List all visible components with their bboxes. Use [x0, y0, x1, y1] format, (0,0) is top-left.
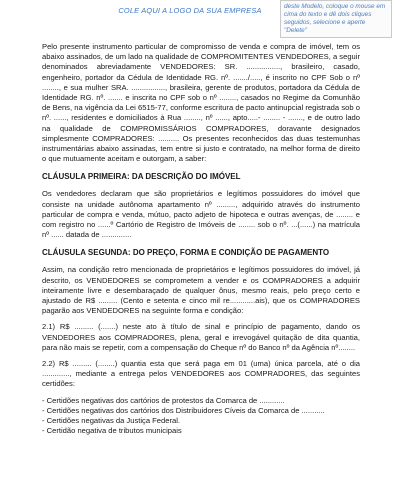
section-1-paragraph: Os vendedores declaram que são proprietários e legítimos possuidores do imóvel que consiste na unidade autônoma apartamento nº ........., adquirido através do instrumento particular de compra e venda, mútuo, pacto adjeto de hipoteca e outras avenças, de ........ e com registro no ......º Cartório de Registro de Imóveis de ........ sob o nº. ...(......) na matrícula nº ...... datada de .............. [42, 189, 360, 240]
list-item: - Certidões negativas dos cartórios de protestos da Comarca de ............ [42, 395, 285, 405]
logo-placeholder: COLE AQUI A LOGO DA SUA EMPRESA [118, 6, 262, 15]
instruction-note: deste Modelo, coloque o mouse em cima do texto e dê dois cliques seguidos, selecione e aperte "Delete" [280, 0, 392, 38]
contract-document [42, 42, 360, 437]
payment-item-2-2: 2.2) R$ ......... (........) quantia esta que será paga em 01 (uma) única parcela, até o dia ............., mediante a entrega pelos VENDEDORES aos COMPRADORES, das seguintes certidões: [42, 359, 360, 389]
section-title-1: CLÁUSULA PRIMEIRA: DA DESCRIÇÃO DO IMÓVEL [42, 172, 241, 182]
list-item: - Certidões negativas da Justiça Federal. [42, 416, 181, 426]
intro-paragraph: Pelo presente instrumento particular de compromisso de venda e compra de imóvel, tem os abaixo assinados, de um lado na qualidade de COMPROMITENTES VENDEDORES, a seguir denominados abreviadamente VENDEDORES: SR. ................, brasileiro, casado, engenheiro, portador da Cédula de Identidade RG. nº. ......./....., é inscrito no CPF Sob o nº ........, e sua mulher SRA. ................, brasileira, gerente de produtos, portadora da Cédula de Identidade RG. nº. ....... e inscrita no CPF sob o nº ........, casados no Regime da Comunhão de Bens, na vigência da Lei 6515-77, conforme escritura de pacto antinupcial registrada sob o nº. ......, residentes e domiciliados à Rua ........, nº ......, apto.....- ........ - ......., e de outro lado na qualidade de COMPROMISSÁRIOS COMPRADORES, doravante designados simplesmente COMPRADORES: .......... Os presentes reconhecidos das duas testemunhas instrumentárias abaixo assinadas, tem entre si justo e contratado, na melhor forma de direito o que mutuamente aceitam e outorgam, a saber: [42, 42, 360, 164]
section-title-2: CLÁUSULA SEGUNDA: DO PREÇO, FORMA E CONDIÇÃO DE PAGAMENTO [42, 248, 330, 258]
certidoes-list [42, 396, 360, 437]
list-item: - Certidão negativa de tributos municipais [42, 426, 182, 436]
payment-item-2-1: 2.1) R$ ......... (.......) neste ato à título de sinal e princípio de pagamento, dando os VENDEDORES aos COMPRADORES, plena, geral e irrevogável quitação de dita quantia, para não mais se repetir, com a compensação do Cheque nº do Banco nº da Agência nº........ [42, 322, 360, 352]
section-2-paragraph: Assim, na condição retro mencionada de proprietários e legítimos possuidores do imóvel, já descrito, os VENDEDORES se comprometem a vender e os COMPRADORES a adquirir inteiramente livre e desembaraçado de qualquer ônus, mesmo reais, pelo preço certo e ajustado de R$ ......... (Cento e setenta e cinco mil re............ais), que os COMPRADORES pagarão aos VENDEDORES na seguinte forma e condição: [42, 265, 360, 316]
list-item: - Certidões negativas dos cartórios dos Distribuidores Cíveis da Comarca de ........... [42, 405, 325, 415]
